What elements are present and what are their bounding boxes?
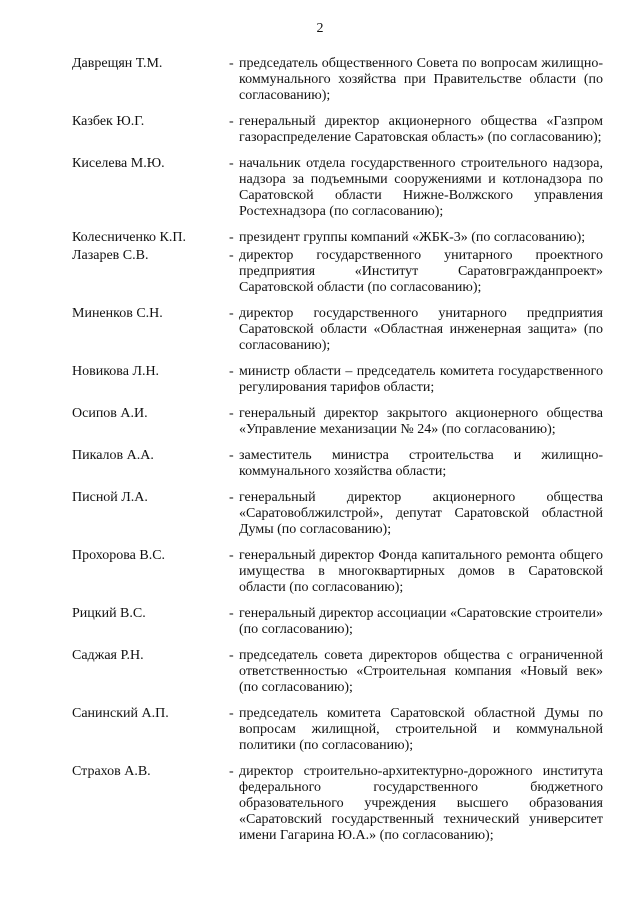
member-name: Санинский А.П. xyxy=(72,706,169,721)
member-role: директор государственного унитарного проектного предприятия «Институт Саратовгражданпроект» Саратовской области (по согласованию); xyxy=(239,248,603,295)
list-item xyxy=(0,156,640,220)
member-name: Осипов А.И. xyxy=(72,406,148,421)
list-item xyxy=(0,490,640,538)
dash: - xyxy=(229,764,234,779)
dash: - xyxy=(229,448,234,463)
member-role: генеральный директор акционерного общества «Саратовоблжилстрой», депутат Саратовской областной Думы (по согласованию); xyxy=(239,490,603,537)
list-item xyxy=(0,448,640,480)
member-role: директор государственного унитарного предприятия Саратовской области «Областная инженерная защита» (по согласованию); xyxy=(239,306,603,353)
list-item xyxy=(0,706,640,754)
dash: - xyxy=(229,648,234,663)
page-number: 2 xyxy=(316,21,324,36)
list-item xyxy=(0,364,640,396)
list-item xyxy=(0,606,640,638)
member-name: Пикалов А.А. xyxy=(72,448,154,463)
member-role: председатель совета директоров общества с ограниченной ответственностью «Строительная компания «Новый век» (по согласованию); xyxy=(239,648,603,695)
member-role: генеральный директор ассоциации «Саратовские строители» (по согласованию); xyxy=(239,606,603,637)
member-name: Новикова Л.Н. xyxy=(72,364,160,379)
member-name: Казбек Ю.Г. xyxy=(72,114,145,129)
list-item xyxy=(0,406,640,438)
dash: - xyxy=(229,706,234,721)
list-item xyxy=(0,114,640,146)
member-name: Киселева М.Ю. xyxy=(72,156,165,171)
list-item xyxy=(0,56,640,104)
dash: - xyxy=(229,114,234,129)
member-role: директор строительно-архитектурно-дорожного института федерального государственного бюджетного образовательного учреждения высшего образования «Саратовский государственный технический университет имени Гагарина Ю.А.» (по согласованию); xyxy=(239,764,603,843)
member-name: Миненков С.Н. xyxy=(72,306,163,321)
member-name: Страхов А.В. xyxy=(72,764,151,779)
list-item xyxy=(0,306,640,354)
dash: - xyxy=(229,490,234,505)
dash: - xyxy=(229,364,234,379)
dash: - xyxy=(229,548,234,563)
member-role: заместитель министра строительства и жилищно-коммунального хозяйства области; xyxy=(239,448,603,479)
member-role: генеральный директор Фонда капитального ремонта общего имущества в многоквартирных домов в Саратовской области (по согласованию); xyxy=(239,548,603,595)
dash: - xyxy=(229,606,234,621)
member-role: генеральный директор акционерного общества «Газпром газораспределение Саратовская область» (по согласованию); xyxy=(239,114,603,145)
member-role: председатель общественного Совета по вопросам жилищно-коммунального хозяйства при Правительстве области (по согласованию); xyxy=(239,56,603,103)
dash: - xyxy=(229,248,234,263)
member-name: Даврещян Т.М. xyxy=(72,56,163,71)
list-item xyxy=(0,230,640,246)
member-name: Колесниченко К.П. xyxy=(72,230,186,245)
member-role: президент группы компаний «ЖБК-3» (по согласованию); xyxy=(239,230,586,245)
member-role: генеральный директор закрытого акционерного общества «Управление механизации № 24» (по согласованию); xyxy=(239,406,603,437)
member-role: начальник отдела государственного строительного надзора, надзора за подъемными сооружениями и котлонадзора по Саратовской области Нижне-Волжского управления Ростехнадзора (по согласованию); xyxy=(239,156,603,219)
dash: - xyxy=(229,406,234,421)
list-item xyxy=(0,248,640,296)
dash: - xyxy=(229,306,234,321)
member-name: Рицкий В.С. xyxy=(72,606,146,621)
dash: - xyxy=(229,56,234,71)
dash: - xyxy=(229,156,234,171)
members-list xyxy=(0,56,640,854)
member-name: Саджая Р.Н. xyxy=(72,648,144,663)
member-name: Лазарев С.В. xyxy=(72,248,149,263)
member-name: Писной Л.А. xyxy=(72,490,148,505)
dash: - xyxy=(229,230,234,245)
list-item xyxy=(0,648,640,696)
member-role: министр области – председатель комитета государственного регулирования тарифов области; xyxy=(239,364,603,395)
member-role: председатель комитета Саратовской областной Думы по вопросам жилищной, строительной и коммунальной политики (по согласованию); xyxy=(239,706,603,753)
list-item xyxy=(0,548,640,596)
member-name: Прохорова В.С. xyxy=(72,548,166,563)
list-item xyxy=(0,764,640,844)
